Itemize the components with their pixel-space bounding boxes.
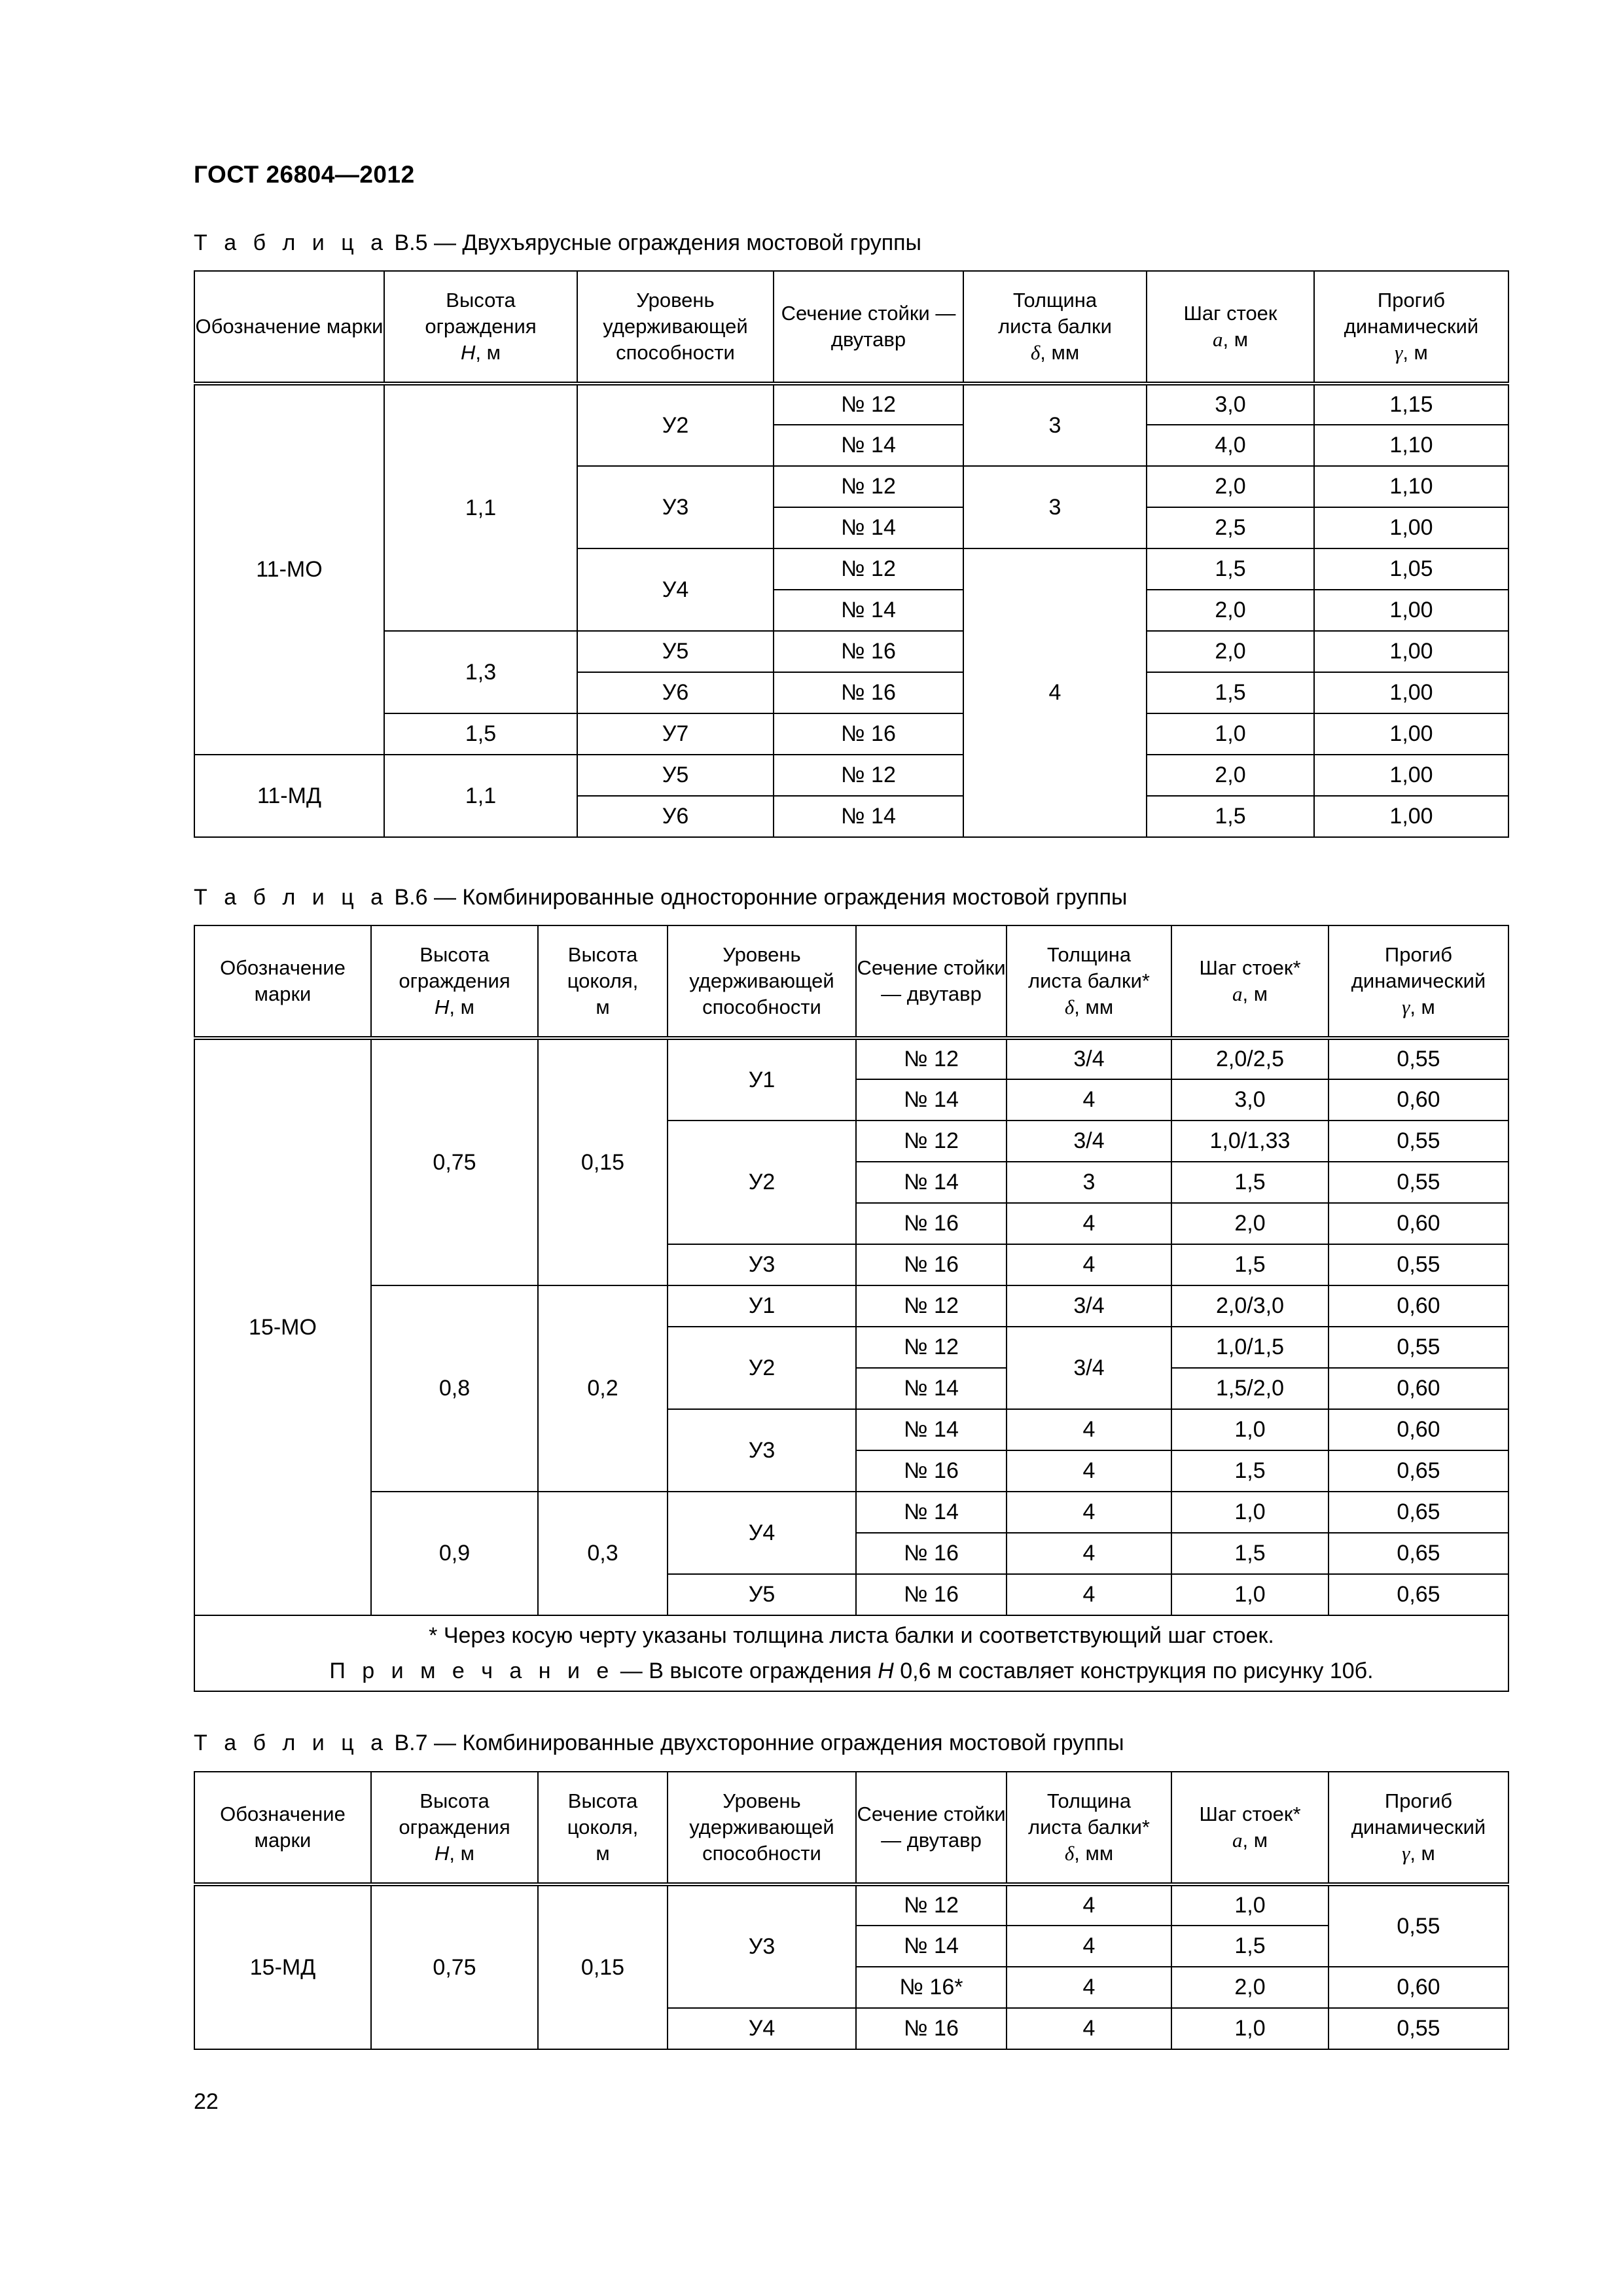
section-cell: № 12 xyxy=(856,1285,1007,1327)
header-height: Высота ограждения H, м xyxy=(371,1772,538,1884)
level-cell: У5 xyxy=(577,755,774,796)
thickness-cell: 4 xyxy=(1007,1926,1171,1967)
step-cell: 2,0 xyxy=(1147,466,1314,507)
step-cell: 1,0/1,33 xyxy=(1171,1121,1329,1162)
header-section: Сечение стойки — двутавр xyxy=(774,271,963,384)
step-cell: 1,0 xyxy=(1171,1884,1329,1926)
table-prefix: Т а б л и ц а xyxy=(194,885,389,910)
table-row xyxy=(194,1285,1508,1327)
header-height: Высота ограждения H, м xyxy=(371,925,538,1038)
thickness-cell: 3/4 xyxy=(1007,1121,1171,1162)
section-cell: № 14 xyxy=(774,590,963,631)
deflection-cell: 0,65 xyxy=(1329,1574,1508,1615)
thickness-cell: 3/4 xyxy=(1007,1038,1171,1079)
header-deflection: Прогиб динамический γ, м xyxy=(1314,271,1508,384)
deflection-cell: 0,65 xyxy=(1329,1533,1508,1574)
level-cell: У3 xyxy=(668,1244,856,1285)
plinth-cell: 0,2 xyxy=(538,1285,668,1492)
plinth-cell: 0,15 xyxy=(538,1038,668,1285)
section-cell: № 14 xyxy=(856,1409,1007,1450)
thickness-cell: 4 xyxy=(1007,1079,1171,1121)
mark-cell: 15-МД xyxy=(194,1884,371,2049)
thickness-cell: 3/4 xyxy=(1007,1285,1171,1327)
table-b7-caption xyxy=(194,1731,1124,1756)
height-cell: 0,75 xyxy=(371,1038,538,1285)
level-cell: У3 xyxy=(668,1409,856,1492)
step-cell: 4,0 xyxy=(1147,425,1314,466)
thickness-cell: 4 xyxy=(1007,1450,1171,1492)
step-cell: 1,0 xyxy=(1171,1492,1329,1533)
step-cell: 1,5 xyxy=(1171,1533,1329,1574)
table-row xyxy=(194,1884,1508,1926)
table-row xyxy=(194,384,1508,425)
header-mark: Обозначение марки xyxy=(194,271,384,384)
step-cell: 2,0 xyxy=(1171,1967,1329,2008)
step-cell: 1,5 xyxy=(1147,672,1314,713)
header-plinth-height: Высота цоколя, м xyxy=(538,1772,668,1884)
section-cell: № 16 xyxy=(856,1450,1007,1492)
table-row xyxy=(194,631,1508,672)
section-cell: № 14 xyxy=(774,796,963,837)
level-cell: У6 xyxy=(577,672,774,713)
level-cell: У3 xyxy=(668,1884,856,2008)
step-cell: 2,0 xyxy=(1147,590,1314,631)
height-cell: 1,5 xyxy=(384,713,577,755)
deflection-cell: 1,00 xyxy=(1314,631,1508,672)
deflection-cell: 1,00 xyxy=(1314,590,1508,631)
step-cell: 1,5 xyxy=(1147,796,1314,837)
level-cell: У3 xyxy=(577,466,774,548)
mark-cell: 15-МО xyxy=(194,1038,371,1615)
section-cell: № 14 xyxy=(856,1079,1007,1121)
header-deflection: Прогиб динамический γ, м xyxy=(1329,1772,1508,1884)
header-level: Уровень удерживающей способности xyxy=(668,1772,856,1884)
header-step: Шаг стоек* a, м xyxy=(1171,925,1329,1038)
height-cell: 1,1 xyxy=(384,755,577,837)
step-cell: 1,0 xyxy=(1171,1409,1329,1450)
step-cell: 1,5 xyxy=(1171,1244,1329,1285)
section-cell: № 12 xyxy=(856,1884,1007,1926)
section-cell: № 12 xyxy=(774,466,963,507)
thickness-cell: 3/4 xyxy=(1007,1327,1171,1409)
header-level: Уровень удерживающей способности xyxy=(577,271,774,384)
deflection-cell: 1,00 xyxy=(1314,796,1508,837)
section-cell: № 16 xyxy=(856,1574,1007,1615)
deflection-cell: 1,05 xyxy=(1314,548,1508,590)
table-row xyxy=(194,755,1508,796)
deflection-cell: 0,60 xyxy=(1329,1967,1508,2008)
deflection-cell: 1,10 xyxy=(1314,425,1508,466)
deflection-cell: 0,55 xyxy=(1329,1162,1508,1203)
level-cell: У1 xyxy=(668,1285,856,1327)
section-cell: № 14 xyxy=(856,1162,1007,1203)
thickness-cell: 4 xyxy=(1007,1492,1171,1533)
level-cell: У4 xyxy=(577,548,774,631)
step-cell: 2,0 xyxy=(1147,755,1314,796)
header-plinth-height: Высота цоколя, м xyxy=(538,925,668,1038)
step-cell: 2,5 xyxy=(1147,507,1314,548)
deflection-cell: 0,55 xyxy=(1329,1121,1508,1162)
thickness-cell: 4 xyxy=(1007,1884,1171,1926)
section-cell: № 12 xyxy=(774,755,963,796)
thickness-cell: 3 xyxy=(963,384,1147,466)
step-cell: 2,0/2,5 xyxy=(1171,1038,1329,1079)
thickness-cell: 3 xyxy=(1007,1162,1171,1203)
section-cell: № 12 xyxy=(856,1327,1007,1368)
table-b7 xyxy=(194,1771,1509,2050)
section-cell: № 12 xyxy=(774,384,963,425)
table-caption-text: В.7 — Комбинированные двухсторонние ограждения мостовой группы xyxy=(394,1731,1124,1755)
deflection-cell: 1,00 xyxy=(1314,713,1508,755)
step-cell: 2,0/3,0 xyxy=(1171,1285,1329,1327)
table-row xyxy=(194,713,1508,755)
step-cell: 1,5 xyxy=(1171,1162,1329,1203)
table-b6 xyxy=(194,925,1509,1692)
thickness-cell: 4 xyxy=(963,548,1147,837)
deflection-cell: 1,00 xyxy=(1314,507,1508,548)
section-cell: № 14 xyxy=(856,1492,1007,1533)
step-cell: 1,0 xyxy=(1147,713,1314,755)
thickness-cell: 4 xyxy=(1007,2008,1171,2049)
level-cell: У5 xyxy=(668,1574,856,1615)
header-height: Высота ограждения H, м xyxy=(384,271,577,384)
header-mark: Обозначение марки xyxy=(194,925,371,1038)
step-cell: 1,0/1,5 xyxy=(1171,1327,1329,1368)
deflection-cell: 0,55 xyxy=(1329,1327,1508,1368)
deflection-cell: 0,60 xyxy=(1329,1409,1508,1450)
height-cell: 1,1 xyxy=(384,384,577,631)
plinth-cell: 0,3 xyxy=(538,1492,668,1615)
table-prefix: Т а б л и ц а xyxy=(194,1731,389,1755)
height-cell: 0,9 xyxy=(371,1492,538,1615)
table-prefix: Т а б л и ц а xyxy=(194,230,389,255)
step-cell: 3,0 xyxy=(1171,1079,1329,1121)
table-notes-row xyxy=(194,1615,1508,1691)
header-step: Шаг стоек a, м xyxy=(1147,271,1314,384)
section-cell: № 16* xyxy=(856,1967,1007,2008)
page-number: 22 xyxy=(194,2089,219,2114)
level-cell: У4 xyxy=(668,1492,856,1574)
deflection-cell: 0,60 xyxy=(1329,1079,1508,1121)
section-cell: № 16 xyxy=(856,1533,1007,1574)
deflection-cell: 0,60 xyxy=(1329,1368,1508,1409)
note: П р и м е ч а н и е — В высоте ограждения H 0,6 м составляет конструкция по рисунку 10б. xyxy=(329,1659,1374,1683)
section-cell: № 16 xyxy=(856,2008,1007,2049)
deflection-cell: 1,10 xyxy=(1314,466,1508,507)
section-cell: № 16 xyxy=(774,631,963,672)
section-cell: № 16 xyxy=(856,1203,1007,1244)
thickness-cell: 4 xyxy=(1007,1574,1171,1615)
level-cell: У6 xyxy=(577,796,774,837)
section-cell: № 12 xyxy=(774,548,963,590)
section-cell: № 12 xyxy=(856,1121,1007,1162)
step-cell: 1,5 xyxy=(1147,548,1314,590)
deflection-cell: 0,55 xyxy=(1329,1038,1508,1079)
header-thickness: Толщина листа балки* δ, мм xyxy=(1007,1772,1171,1884)
section-cell: № 16 xyxy=(856,1244,1007,1285)
mark-cell: 11-МД xyxy=(194,755,384,837)
section-cell: № 16 xyxy=(774,672,963,713)
thickness-cell: 4 xyxy=(1007,1244,1171,1285)
table-b5 xyxy=(194,270,1509,838)
deflection-cell: 0,60 xyxy=(1329,1203,1508,1244)
level-cell: У4 xyxy=(668,2008,856,2049)
deflection-cell: 1,00 xyxy=(1314,672,1508,713)
level-cell: У1 xyxy=(668,1038,856,1121)
table-caption-text: В.5 — Двухъярусные ограждения мостовой группы xyxy=(394,230,921,255)
section-cell: № 14 xyxy=(856,1926,1007,1967)
step-cell: 1,0 xyxy=(1171,2008,1329,2049)
table-row xyxy=(194,1038,1508,1079)
deflection-cell: 1,00 xyxy=(1314,755,1508,796)
deflection-cell: 0,65 xyxy=(1329,1492,1508,1533)
step-cell: 2,0 xyxy=(1147,631,1314,672)
table-caption-text: В.6 — Комбинированные односторонние ограждения мостовой группы xyxy=(394,885,1128,910)
header-thickness: Толщина листа балки δ, мм xyxy=(963,271,1147,384)
header-level: Уровень удерживающей способности xyxy=(668,925,856,1038)
header-deflection: Прогиб динамический γ, м xyxy=(1329,925,1508,1038)
section-cell: № 14 xyxy=(856,1368,1007,1409)
height-cell: 1,3 xyxy=(384,631,577,713)
plinth-cell: 0,15 xyxy=(538,1884,668,2049)
mark-cell: 11-МО xyxy=(194,384,384,755)
level-cell: У7 xyxy=(577,713,774,755)
deflection-cell: 0,65 xyxy=(1329,1450,1508,1492)
deflection-cell: 0,55 xyxy=(1329,2008,1508,2049)
table-row xyxy=(194,1492,1508,1533)
table-notes xyxy=(194,1615,1508,1691)
header-section: Сечение стойки — двутавр xyxy=(856,925,1007,1038)
level-cell: У2 xyxy=(577,384,774,466)
table-b5-caption xyxy=(194,230,921,256)
section-cell: № 14 xyxy=(774,507,963,548)
document-header: ГОСТ 26804—2012 xyxy=(194,161,415,188)
header-thickness: Толщина листа балки* δ, мм xyxy=(1007,925,1171,1038)
thickness-cell: 4 xyxy=(1007,1967,1171,2008)
step-cell: 1,5 xyxy=(1171,1926,1329,1967)
deflection-cell: 0,55 xyxy=(1329,1244,1508,1285)
thickness-cell: 3 xyxy=(963,466,1147,548)
level-cell: У2 xyxy=(668,1327,856,1409)
deflection-cell: 0,55 xyxy=(1329,1884,1508,1967)
section-cell: № 14 xyxy=(774,425,963,466)
level-cell: У5 xyxy=(577,631,774,672)
thickness-cell: 4 xyxy=(1007,1533,1171,1574)
step-cell: 3,0 xyxy=(1147,384,1314,425)
step-cell: 2,0 xyxy=(1171,1203,1329,1244)
section-cell: № 12 xyxy=(856,1038,1007,1079)
thickness-cell: 4 xyxy=(1007,1409,1171,1450)
level-cell: У2 xyxy=(668,1121,856,1244)
height-cell: 0,8 xyxy=(371,1285,538,1492)
header-section: Сечение стойки — двутавр xyxy=(856,1772,1007,1884)
thickness-cell: 4 xyxy=(1007,1203,1171,1244)
deflection-cell: 0,60 xyxy=(1329,1285,1508,1327)
step-cell: 1,5 xyxy=(1171,1450,1329,1492)
height-cell: 0,75 xyxy=(371,1884,538,2049)
step-cell: 1,5/2,0 xyxy=(1171,1368,1329,1409)
step-cell: 1,0 xyxy=(1171,1574,1329,1615)
footnote: * Через косую черту указаны толщина листа балки и соответствующий шаг стоек. xyxy=(429,1623,1274,1648)
header-step: Шаг стоек* a, м xyxy=(1171,1772,1329,1884)
deflection-cell: 1,15 xyxy=(1314,384,1508,425)
table-b6-caption xyxy=(194,885,1127,910)
header-mark: Обозначение марки xyxy=(194,1772,371,1884)
section-cell: № 16 xyxy=(774,713,963,755)
